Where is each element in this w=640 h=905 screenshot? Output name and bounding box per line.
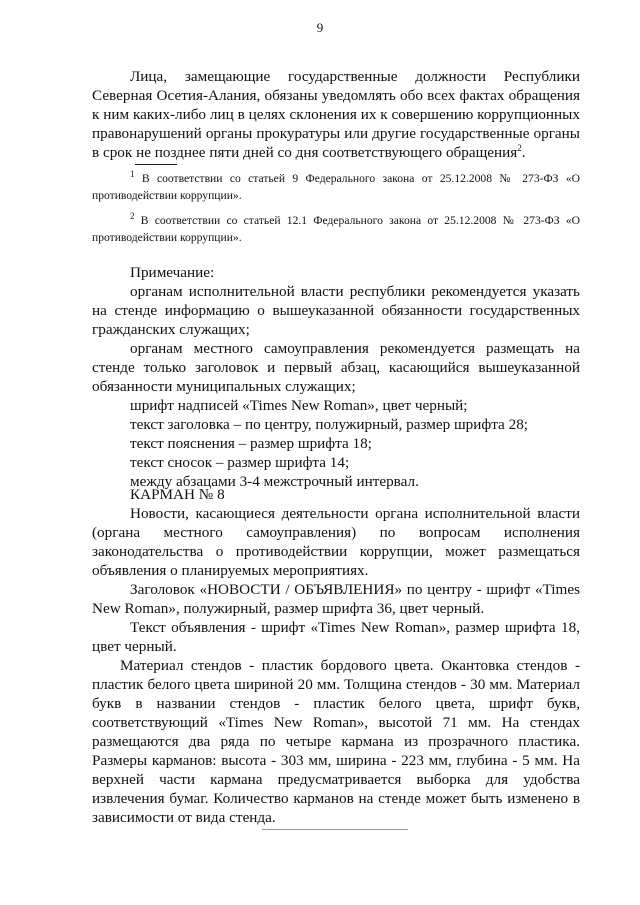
footnote-2 bbox=[92, 212, 580, 246]
note-line-7: между абзацами 3-4 межстрочный интервал. bbox=[130, 473, 419, 490]
note-line-2: органам местного самоуправления рекомендуется размещать на стенде только заголовок и первый абзац, касающийся вышеуказанной обязанности муниципальных служащих; bbox=[92, 340, 580, 395]
footnote-1-text: В соответствии со статьей 9 Федерального закона от 25.12.2008 № 273-ФЗ «О противодействии коррупции». bbox=[92, 172, 580, 202]
obligation-text: Лица, замещающие государственные должности Республики Северная Осетия-Алания, обязаны уведомлять обо всех фактах обращения к ним каких-либо лиц в целях склонения их к совершению коррупционных правонарушений органы прокуратуры или другие государственные органы в срок не позднее пяти дней со дня соответствующего обращения bbox=[92, 68, 580, 161]
footnote-1-mark: 1 bbox=[130, 169, 135, 180]
obligation-end: . bbox=[521, 144, 526, 161]
footnote-1 bbox=[92, 170, 580, 204]
pocket-8-section bbox=[92, 485, 580, 656]
material-paragraph: Материал стендов - пластик бордового цвета. Окантовка стендов - пластик белого цвета шириной 20 мм. Толщина стендов - 30 мм. Материал букв в названии стендов - пластик белого цвета, шрифт букв, соответствующий «Times New Roman», высотой 71 мм. На стендах размещаются два ряда по четыре кармана из прозрачного пластика. Размеры карманов: высота - 303 мм, ширина - 223 мм, глубина - 5 мм. На верхней части кармана предусматривается выборка для удобства извлечения бумаг. Количество карманов на стенде может быть изменено в зависимости от вида стенда. bbox=[92, 657, 580, 826]
pocket-8-paragraph-2: Заголовок «НОВОСТИ / ОБЪЯВЛЕНИЯ» по центру - шрифт «Times New Roman», полужирный, размер шрифта 36, цвет черный. bbox=[92, 581, 580, 617]
footnote-2-text: В соответствии со статьей 12.1 Федерального закона от 25.12.2008 № 273-ФЗ «О противодействии коррупции». bbox=[92, 214, 580, 244]
pocket-8-paragraph-1: Новости, касающиеся деятельности органа исполнительной власти (органа местного самоуправления) по вопросам исполнения законодательства о противодействии коррупции, может размещаться объявления о планируемых мероприятиях. bbox=[92, 505, 580, 579]
footnote-2-mark: 2 bbox=[130, 211, 135, 222]
pocket-8-title: КАРМАН № 8 bbox=[130, 486, 225, 503]
note-line-6: текст сносок – размер шрифта 14; bbox=[130, 454, 350, 471]
note-section bbox=[92, 263, 580, 491]
note-heading: Примечание: bbox=[130, 264, 215, 281]
pocket-8-paragraph-3: Текст объявления - шрифт «Times New Roman», размер шрифта 18, цвет черный. bbox=[92, 619, 580, 655]
note-line-5: текст пояснения – размер шрифта 18; bbox=[130, 435, 372, 452]
note-line-1: органам исполнительной власти республики рекомендуется указать на стенде информацию о вышеуказанной обязанности государственных гражданских служащих; bbox=[92, 283, 580, 338]
footnote-separator bbox=[135, 164, 177, 165]
obligation-paragraph bbox=[92, 67, 580, 162]
bottom-separator bbox=[262, 829, 408, 830]
note-line-3: шрифт надписей «Times New Roman», цвет черный; bbox=[130, 397, 468, 414]
page-number: 9 bbox=[316, 20, 324, 35]
footnote-ref-2: 2 bbox=[517, 142, 522, 153]
note-line-4: текст заголовка – по центру, полужирный, размер шрифта 28; bbox=[130, 416, 529, 433]
